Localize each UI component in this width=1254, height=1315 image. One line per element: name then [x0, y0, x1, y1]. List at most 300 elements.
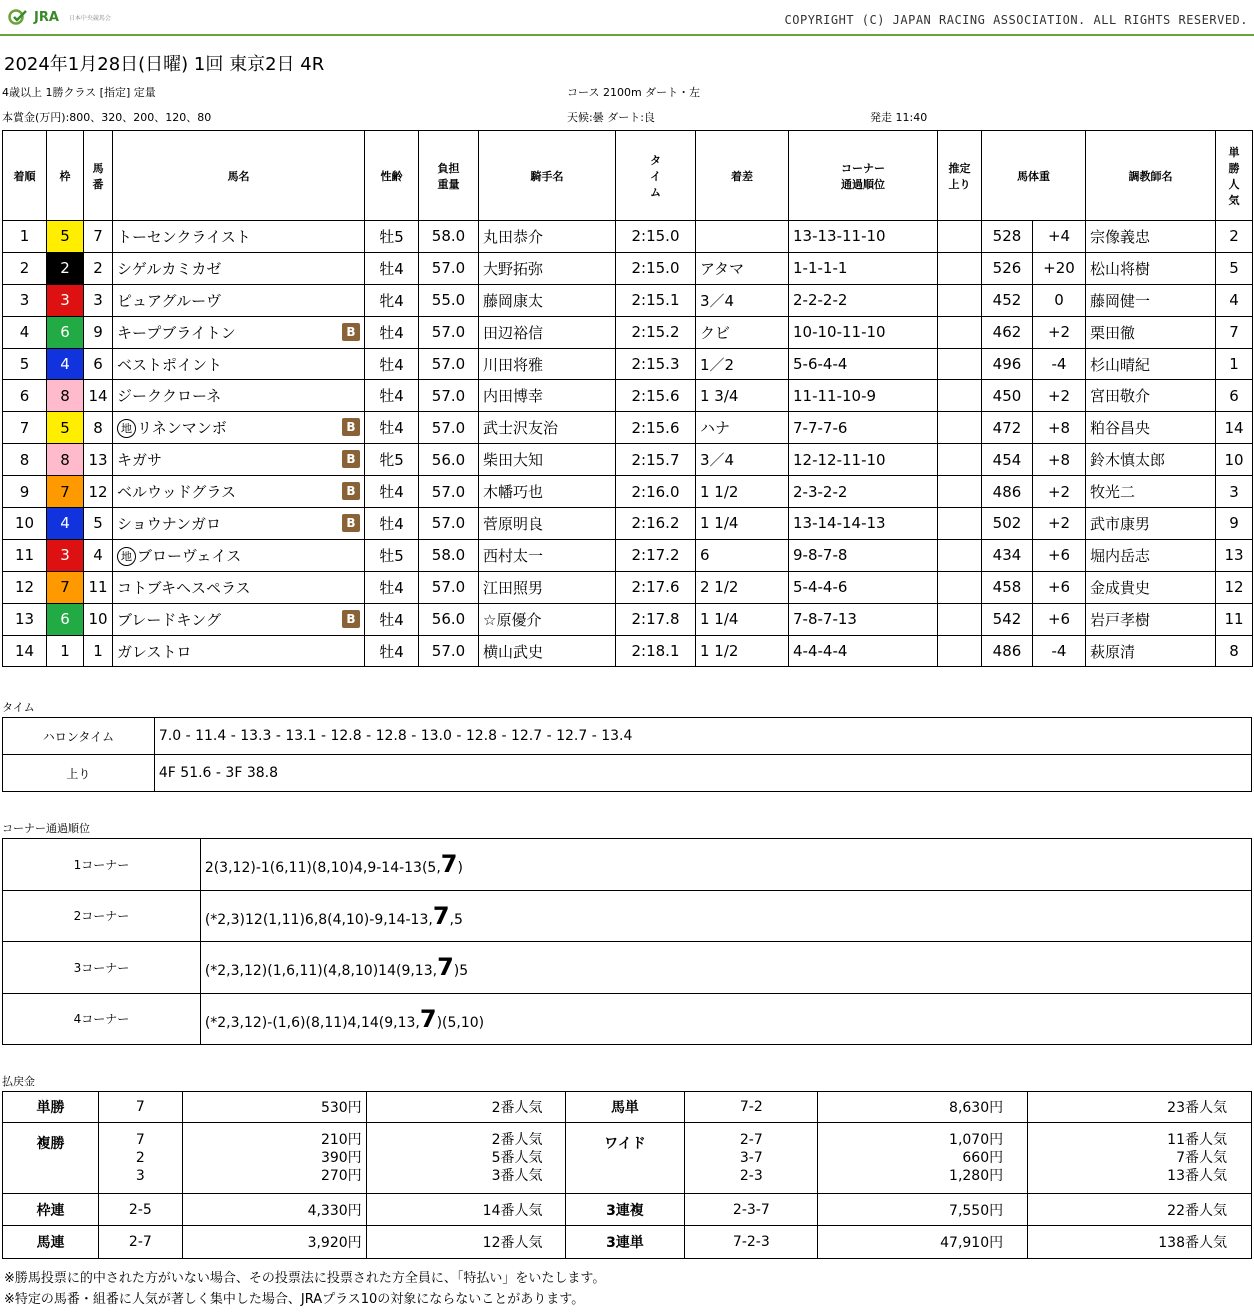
horse-name: シゲルカミカゼ	[117, 259, 222, 278]
copyright-text: COPYRIGHT (C) JAPAN RACING ASSOCIATION. ALL RIGHTS RESERVED.	[784, 13, 1248, 27]
horse-num-cell: 12	[84, 476, 113, 508]
rank-cell: 10	[3, 508, 47, 540]
frame-cell: 7	[47, 476, 84, 508]
margin-cell: 6	[696, 539, 789, 571]
blinker-icon: B	[342, 514, 360, 532]
result-row	[3, 348, 1253, 380]
horse-name-cell[interactable]	[113, 508, 365, 540]
horse-name-cell[interactable]	[113, 571, 365, 603]
agari-cell	[938, 380, 982, 412]
wide-num: 2-3	[739, 1168, 763, 1184]
corner-label: 3コーナー	[3, 942, 201, 994]
horse-num-cell: 3	[84, 284, 113, 316]
agari-cell	[938, 444, 982, 476]
rank-cell: 9	[3, 476, 47, 508]
horse-num-cell: 8	[84, 412, 113, 444]
rank-cell: 8	[3, 444, 47, 476]
result-row	[3, 635, 1253, 667]
horse-name-cell[interactable]	[113, 539, 365, 571]
corner-order-text: (*2,3,12)-(1,6)(8,11)4,14(9,13,	[204, 1014, 420, 1031]
horse-name-cell[interactable]	[113, 221, 365, 253]
corner-label: 1コーナー	[3, 839, 201, 891]
popularity-cell: 11	[1216, 603, 1253, 635]
bodyweight-cell: 528	[982, 221, 1033, 253]
frame-cell: 5	[47, 221, 84, 253]
result-row	[3, 221, 1253, 253]
bodyweight-cell: 454	[982, 444, 1033, 476]
time-cell: 2:15.2	[616, 316, 696, 348]
fukusho-pay: 390円	[320, 1150, 362, 1166]
result-row	[3, 508, 1253, 540]
frame-cell: 7	[47, 571, 84, 603]
umaren-pay: 3,920円	[182, 1226, 366, 1259]
frame-cell: 1	[47, 635, 84, 667]
tansho-label: 単勝	[3, 1092, 99, 1123]
frame-cell: 6	[47, 316, 84, 348]
sexage-cell: 牡5	[365, 221, 419, 253]
bodyweight-diff-cell: +20	[1033, 252, 1086, 284]
popularity-cell: 2	[1216, 221, 1253, 253]
agari-cell	[938, 221, 982, 253]
rank-cell: 4	[3, 316, 47, 348]
horse-num-cell: 6	[84, 348, 113, 380]
race-weather: 天候:曇 ダート:良	[567, 111, 655, 124]
corner-cell: 12-12-11-10	[789, 444, 938, 476]
horse-name: ブレードキング	[117, 610, 221, 629]
payout-heading: 払戻金	[2, 1075, 35, 1088]
trainer-cell[interactable]: 金成貴史	[1086, 571, 1216, 603]
fukusho-label: 複勝	[3, 1123, 99, 1194]
sanrenpuku-num: 2-3-7	[685, 1194, 818, 1226]
jockey-cell[interactable]: 大野拓弥	[479, 252, 616, 284]
time-cell: 2:15.1	[616, 284, 696, 316]
winner-highlight: 7	[432, 901, 450, 930]
corner-order	[200, 993, 1251, 1045]
winner-highlight: 7	[419, 1004, 437, 1033]
time-cell: 2:15.0	[616, 252, 696, 284]
agari-cell	[938, 252, 982, 284]
margin-cell: 1 1/4	[696, 603, 789, 635]
results-header-row	[3, 131, 1253, 221]
wide-pay: 1,280円	[949, 1168, 1004, 1184]
sexage-cell: 牡4	[365, 635, 419, 667]
margin-cell: 3／4	[696, 284, 789, 316]
time-cell: 2:15.3	[616, 348, 696, 380]
jockey-cell[interactable]: 武士沢友治	[479, 412, 616, 444]
wide-num: 3-7	[739, 1150, 763, 1166]
result-row	[3, 571, 1253, 603]
jockey-cell[interactable]: 菅原明良	[479, 508, 616, 540]
agari-cell	[938, 284, 982, 316]
corner-cell: 10-10-11-10	[789, 316, 938, 348]
bodyweight-cell: 462	[982, 316, 1033, 348]
horse-name: ショウナンガロ	[117, 514, 221, 533]
trainer-cell[interactable]: 宗像義忠	[1086, 221, 1216, 253]
trainer-cell[interactable]: 萩原清	[1086, 635, 1216, 667]
bodyweight-diff-cell: +4	[1033, 221, 1086, 253]
payout-table	[2, 1091, 1252, 1259]
payout-row-2	[3, 1123, 1252, 1194]
trainer-cell[interactable]: 栗田徹	[1086, 316, 1216, 348]
bodyweight-cell: 450	[982, 380, 1033, 412]
margin-cell: 3／4	[696, 444, 789, 476]
horse-name-cell[interactable]	[113, 284, 365, 316]
margin-cell: 1 1/4	[696, 508, 789, 540]
results-table	[2, 130, 1253, 667]
horse-name-cell[interactable]	[113, 252, 365, 284]
horse-name-cell[interactable]	[113, 348, 365, 380]
col-num	[84, 131, 113, 221]
col-pop	[1216, 131, 1253, 221]
col-weight	[419, 131, 479, 221]
wide-nums	[685, 1123, 818, 1194]
col-name: 馬名	[113, 131, 365, 221]
horse-num-cell: 13	[84, 444, 113, 476]
race-condition: 4歳以上 1勝クラス [指定] 定量	[2, 86, 156, 99]
col-corner	[789, 131, 938, 221]
jockey-cell[interactable]: 内田博幸	[479, 380, 616, 412]
time-cell: 2:17.6	[616, 571, 696, 603]
jockey-cell[interactable]: ☆原優介	[479, 603, 616, 635]
corner-cell: 7-7-7-6	[789, 412, 938, 444]
jockey-cell[interactable]: 西村太一	[479, 539, 616, 571]
sexage-cell: 牡5	[365, 539, 419, 571]
time-cell: 2:16.0	[616, 476, 696, 508]
corner-order-text: )5	[453, 963, 469, 980]
weight-cell: 55.0	[419, 284, 479, 316]
jockey-cell[interactable]: 藤岡康太	[479, 284, 616, 316]
corner-body	[3, 839, 1252, 1045]
bodyweight-diff-cell: +2	[1033, 316, 1086, 348]
corner-order-text: (*2,3)12(1,11)6,8(4,10)-9,14-13,	[204, 911, 433, 928]
corner-cell: 2-2-2-2	[789, 284, 938, 316]
corner-row	[3, 890, 1252, 942]
horse-name: キープブライトン	[117, 323, 236, 342]
rank-cell: 14	[3, 635, 47, 667]
weight-cell: 58.0	[419, 539, 479, 571]
umatan-label: 馬単	[565, 1092, 685, 1123]
time-cell: 2:15.0	[616, 221, 696, 253]
horse-num-cell: 7	[84, 221, 113, 253]
note-line: ※勝馬投票に的中された方がいない場合、その投票法に投票された方全員に、「特払い」をいたします。	[4, 1271, 606, 1286]
horse-name: ベストポイント	[117, 355, 223, 374]
popularity-cell: 4	[1216, 284, 1253, 316]
corner-order-text: ,5	[449, 911, 463, 928]
time-cell: 2:15.6	[616, 412, 696, 444]
margin-cell: アタマ	[696, 252, 789, 284]
time-heading: タイム	[2, 701, 35, 714]
sexage-cell: 牡4	[365, 476, 419, 508]
blinker-icon: B	[342, 450, 360, 468]
jockey-cell[interactable]: 川田将雅	[479, 348, 616, 380]
corner-cell: 5-4-4-6	[789, 571, 938, 603]
margin-cell: 1 1/2	[696, 476, 789, 508]
wide-pays	[818, 1123, 1028, 1194]
fukusho-pays	[182, 1123, 366, 1194]
wakuren-num: 2-5	[98, 1194, 182, 1226]
bodyweight-diff-cell: +6	[1033, 603, 1086, 635]
horse-name: キガサ	[117, 451, 163, 470]
race-title: 2024年1月28日(日曜) 1回 東京2日 4R	[4, 54, 325, 75]
corner-table	[2, 838, 1252, 1045]
rank-cell: 2	[3, 252, 47, 284]
fukusho-pop: 3番人気	[491, 1168, 543, 1184]
horse-name: リネンマンボ	[137, 419, 227, 438]
horse-name: ブローヴェイス	[137, 546, 242, 565]
bodyweight-cell: 458	[982, 571, 1033, 603]
payout-row-4	[3, 1226, 1252, 1259]
bodyweight-cell: 486	[982, 476, 1033, 508]
fukusho-num: 3	[135, 1168, 145, 1184]
trainer-cell[interactable]: 杉山晴紀	[1086, 348, 1216, 380]
horse-name-cell[interactable]	[113, 380, 365, 412]
weight-cell: 57.0	[419, 252, 479, 284]
fukusho-nums	[98, 1123, 182, 1194]
trainer-cell[interactable]: 堀内岳志	[1086, 539, 1216, 571]
trainer-cell[interactable]: 岩戸孝樹	[1086, 603, 1216, 635]
rank-cell: 5	[3, 348, 47, 380]
horse-name: ガレストロ	[117, 642, 192, 661]
bodyweight-diff-cell: +8	[1033, 412, 1086, 444]
chiho-mark-icon: 地	[117, 419, 136, 438]
horse-num-cell: 14	[84, 380, 113, 412]
bodyweight-cell: 496	[982, 348, 1033, 380]
lap-table	[2, 717, 1252, 792]
jockey-cell[interactable]: 柴田大知	[479, 444, 616, 476]
sanrentan-num: 7-2-3	[685, 1226, 818, 1259]
horse-num-cell: 2	[84, 252, 113, 284]
jra-logo-icon	[8, 9, 30, 25]
agari-row	[3, 755, 1252, 792]
sexage-cell: 牡4	[365, 412, 419, 444]
col-corner-label: コーナー 通過順位	[841, 161, 885, 191]
sanrentan-pay: 47,910円	[818, 1226, 1028, 1259]
horse-name: ベルウッドグラス	[117, 483, 236, 502]
rank-cell: 1	[3, 221, 47, 253]
time-cell: 2:16.2	[616, 508, 696, 540]
chiho-mark-icon: 地	[117, 547, 136, 566]
result-row	[3, 252, 1253, 284]
payout-row-1	[3, 1092, 1252, 1123]
corner-cell: 4-4-4-4	[789, 635, 938, 667]
trainer-cell[interactable]: 牧光二	[1086, 476, 1216, 508]
wide-pay: 1,070円	[949, 1132, 1004, 1148]
blinker-icon: B	[342, 610, 360, 628]
sanrentan-pop: 138番人気	[1028, 1226, 1252, 1259]
winner-highlight: 7	[440, 850, 458, 879]
bodyweight-cell: 526	[982, 252, 1033, 284]
rank-cell: 7	[3, 412, 47, 444]
col-sexage: 性齢	[365, 131, 419, 221]
note-line: ※特定の馬番・組番に人気が著しく集中した場合、JRAプラス10の対象にならないことがあります。	[4, 1292, 585, 1307]
jockey-cell[interactable]: 田辺裕信	[479, 316, 616, 348]
margin-cell: ハナ	[696, 412, 789, 444]
corner-order	[200, 839, 1251, 891]
agari-cell	[938, 539, 982, 571]
sexage-cell: 牡4	[365, 380, 419, 412]
popularity-cell: 6	[1216, 380, 1253, 412]
corner-row	[3, 993, 1252, 1045]
col-jockey: 騎手名	[479, 131, 616, 221]
blinker-icon: B	[342, 418, 360, 436]
time-cell: 2:15.6	[616, 380, 696, 412]
horse-num-cell: 10	[84, 603, 113, 635]
bodyweight-diff-cell: +2	[1033, 380, 1086, 412]
bodyweight-cell: 472	[982, 412, 1033, 444]
results-body	[3, 221, 1253, 667]
bodyweight-cell: 434	[982, 539, 1033, 571]
corner-heading: コーナー通過順位	[2, 822, 90, 835]
weight-cell: 57.0	[419, 508, 479, 540]
jockey-cell[interactable]: 木幡巧也	[479, 476, 616, 508]
time-cell: 2:17.8	[616, 603, 696, 635]
trainer-cell[interactable]: 鈴木慎太郎	[1086, 444, 1216, 476]
bodyweight-diff-cell: +8	[1033, 444, 1086, 476]
popularity-cell: 13	[1216, 539, 1253, 571]
sanrenpuku-pay: 7,550円	[818, 1194, 1028, 1226]
weight-cell: 57.0	[419, 316, 479, 348]
frame-cell: 8	[47, 380, 84, 412]
col-bodyweight: 馬体重	[982, 131, 1086, 221]
horse-name-cell[interactable]	[113, 444, 365, 476]
horse-name-cell[interactable]	[113, 476, 365, 508]
popularity-cell: 10	[1216, 444, 1253, 476]
result-row	[3, 539, 1253, 571]
rank-cell: 6	[3, 380, 47, 412]
horse-name: ジーククローネ	[117, 387, 222, 406]
corner-row	[3, 839, 1252, 891]
wide-pop: 13番人気	[1167, 1168, 1227, 1184]
corner-cell: 13-13-11-10	[789, 221, 938, 253]
weight-cell: 57.0	[419, 348, 479, 380]
sexage-cell: 牡4	[365, 603, 419, 635]
margin-cell: 2 1/2	[696, 571, 789, 603]
corner-cell: 2-3-2-2	[789, 476, 938, 508]
weight-cell: 57.0	[419, 380, 479, 412]
margin-cell: 1 1/2	[696, 635, 789, 667]
horse-name-cell[interactable]	[113, 412, 365, 444]
sexage-cell: 牡4	[365, 348, 419, 380]
wide-pay: 660円	[962, 1150, 1004, 1166]
popularity-cell: 3	[1216, 476, 1253, 508]
trainer-cell[interactable]: 武市康男	[1086, 508, 1216, 540]
frame-cell: 3	[47, 284, 84, 316]
rank-cell: 3	[3, 284, 47, 316]
sexage-cell: 牡4	[365, 571, 419, 603]
popularity-cell: 8	[1216, 635, 1253, 667]
jockey-cell[interactable]: 江田照男	[479, 571, 616, 603]
col-pop-label: 単 勝 人 気	[1228, 145, 1240, 207]
sexage-cell: 牝4	[365, 284, 419, 316]
bodyweight-diff-cell: -4	[1033, 348, 1086, 380]
fukusho-pay: 210円	[320, 1132, 362, 1148]
popularity-cell: 7	[1216, 316, 1253, 348]
halon-label: ハロンタイム	[3, 718, 155, 755]
bodyweight-diff-cell: +2	[1033, 508, 1086, 540]
rank-cell: 11	[3, 539, 47, 571]
horse-num-cell: 9	[84, 316, 113, 348]
weight-cell: 57.0	[419, 571, 479, 603]
sanrentan-label: 3連単	[565, 1226, 685, 1259]
agari-label: 上り	[3, 755, 155, 792]
bodyweight-diff-cell: 0	[1033, 284, 1086, 316]
bodyweight-cell: 486	[982, 635, 1033, 667]
logo-subtext: 日本中央競馬会	[68, 14, 111, 22]
payout-row-3	[3, 1194, 1252, 1226]
corner-order-text: )	[457, 860, 463, 877]
umatan-pay: 8,630円	[818, 1092, 1028, 1123]
horse-name: トーセンクライスト	[117, 227, 251, 246]
agari-cell	[938, 508, 982, 540]
agari-times: 4F 51.6 - 3F 38.8	[154, 755, 1251, 792]
horse-name: ピュアグルーヴ	[117, 291, 222, 310]
frame-cell: 3	[47, 539, 84, 571]
frame-cell: 6	[47, 603, 84, 635]
fukusho-pops	[366, 1123, 565, 1194]
corner-label: 4コーナー	[3, 993, 201, 1045]
horse-name-cell[interactable]	[113, 316, 365, 348]
fukusho-num: 2	[135, 1150, 145, 1166]
weight-cell: 57.0	[419, 476, 479, 508]
col-margin: 着差	[696, 131, 789, 221]
race-start-time: 発走 11:40	[870, 111, 928, 124]
halon-times: 7.0 - 11.4 - 13.3 - 13.1 - 12.8 - 12.8 - 13.0 - 12.8 - 12.7 - 12.7 - 13.4	[154, 718, 1251, 755]
time-cell: 2:18.1	[616, 635, 696, 667]
col-num-label: 馬 番	[92, 161, 104, 191]
agari-cell	[938, 571, 982, 603]
result-row	[3, 380, 1253, 412]
trainer-cell[interactable]: 松山将樹	[1086, 252, 1216, 284]
time-cell: 2:15.7	[616, 444, 696, 476]
sexage-cell: 牡4	[365, 316, 419, 348]
horse-name-cell[interactable]	[113, 603, 365, 635]
time-cell: 2:17.2	[616, 539, 696, 571]
horse-name-cell[interactable]	[113, 635, 365, 667]
trainer-cell[interactable]: 藤岡健一	[1086, 284, 1216, 316]
corner-cell: 5-6-4-4	[789, 348, 938, 380]
result-row	[3, 412, 1253, 444]
jra-logo[interactable]	[8, 9, 111, 25]
wakuren-label: 枠連	[3, 1194, 99, 1226]
umaren-pop: 12番人気	[366, 1226, 565, 1259]
wide-label: ワイド	[565, 1123, 685, 1194]
agari-cell	[938, 316, 982, 348]
weight-cell: 57.0	[419, 412, 479, 444]
trainer-cell[interactable]: 宮田敬介	[1086, 380, 1216, 412]
halon-row	[3, 718, 1252, 755]
corner-cell: 13-14-14-13	[789, 508, 938, 540]
horse-num-cell: 1	[84, 635, 113, 667]
result-row	[3, 603, 1253, 635]
jockey-cell[interactable]: 丸田恭介	[479, 221, 616, 253]
wide-num: 2-7	[739, 1132, 763, 1148]
col-weight-label: 負担 重量	[437, 161, 460, 191]
race-prize: 本賞金(万円):800、320、200、120、80	[2, 111, 212, 124]
popularity-cell: 12	[1216, 571, 1253, 603]
frame-cell: 5	[47, 412, 84, 444]
jockey-cell[interactable]: 横山武史	[479, 635, 616, 667]
horse-num-cell: 11	[84, 571, 113, 603]
tansho-num: 7	[98, 1092, 182, 1123]
wide-pop: 7番人気	[1176, 1150, 1227, 1166]
weight-cell: 56.0	[419, 444, 479, 476]
popularity-cell: 5	[1216, 252, 1253, 284]
trainer-cell[interactable]: 粕谷昌央	[1086, 412, 1216, 444]
fukusho-pay: 270円	[320, 1168, 362, 1184]
frame-cell: 4	[47, 348, 84, 380]
bodyweight-diff-cell: +6	[1033, 571, 1086, 603]
margin-cell	[696, 221, 789, 253]
